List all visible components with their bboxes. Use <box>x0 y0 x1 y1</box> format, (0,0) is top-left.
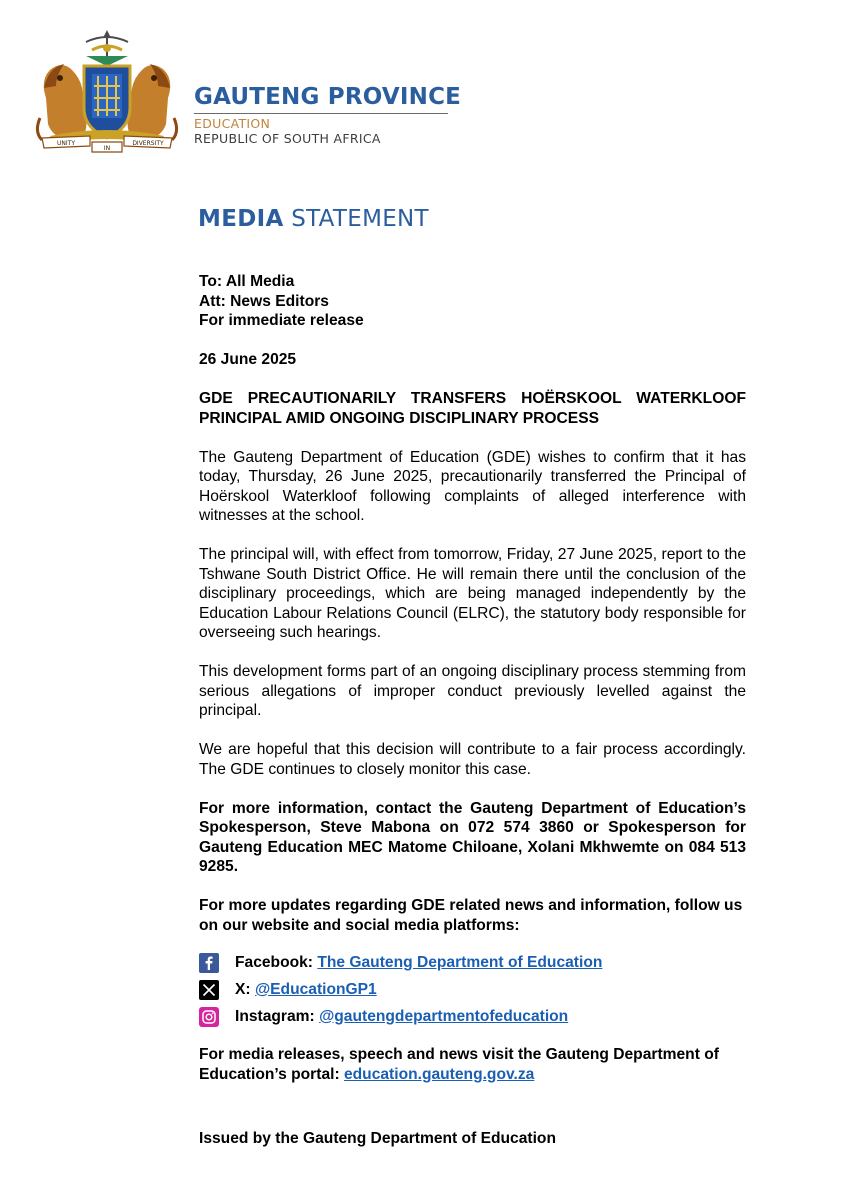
coat-of-arms-logo <box>26 28 188 158</box>
crest-motto-2: IN <box>103 145 111 152</box>
facebook-link[interactable]: The Gauteng Department of Education <box>317 953 603 971</box>
org-department: EDUCATION <box>194 116 271 131</box>
body-paragraph-2: The principal will, with effect from tomorrow, Friday, 27 June 2025, report to the Tshwane South District Office. He will remain there until the conclusion of the disciplinary proceedings, which are being managed independently by the Education Labour Relations Council (ELRC), the statutory body responsible for overseeing such hearings. <box>199 546 746 641</box>
x-label: X: <box>235 980 251 998</box>
instagram-link[interactable]: @gautengdepartmentofeducation <box>319 1007 569 1025</box>
instagram-label: Instagram: <box>235 1007 315 1025</box>
org-name: GAUTENG PROVINCE <box>194 84 462 110</box>
contact-info: For more information, contact the Gauteng Department of Education’s Spokesperson, Steve Mabona on 072 574 3860 or Spokesperson for Gauteng Education MEC Matome Chiloane, Xolani Mkhwemte on 084 513 9285. <box>199 799 746 875</box>
crest-motto-3: DIVERSITY <box>132 140 164 147</box>
facebook-label: Facebook: <box>235 953 313 971</box>
social-facebook <box>199 949 746 976</box>
instagram-icon <box>199 1007 219 1027</box>
social-instagram <box>199 1003 746 1030</box>
address-release: For immediate release <box>199 312 364 329</box>
body-paragraph-4: We are hopeful that this decision will contribute to a fair process accordingly. The GDE continues to closely monitor this case. <box>199 741 746 778</box>
org-divider <box>194 113 448 114</box>
crest-motto-1: UNITY <box>57 140 75 147</box>
organization-block <box>194 84 461 147</box>
address-att: Att: News Editors <box>199 292 329 310</box>
follow-intro: For more updates regarding GDE related news and information, follow us on our website and social media platforms: <box>199 897 743 934</box>
address-to: To: All Media <box>199 273 295 290</box>
statement-date: 26 June 2025 <box>199 351 297 368</box>
social-links <box>199 949 746 1030</box>
portal-info <box>199 1045 746 1085</box>
portal-link[interactable]: education.gauteng.gov.za <box>343 1066 535 1083</box>
x-link[interactable]: @EducationGP1 <box>254 980 377 998</box>
org-country: REPUBLIC OF SOUTH AFRICA <box>194 131 381 146</box>
issued-by: Issued by the Gauteng Department of Education <box>199 1130 556 1147</box>
x-icon <box>199 980 219 1000</box>
social-x <box>199 976 746 1003</box>
doc-type-regular: STATEMENT <box>291 206 429 232</box>
facebook-icon <box>199 953 219 973</box>
portal-text: For media releases, speech and news visit the Gauteng Department of Education’s portal: <box>199 1046 719 1083</box>
body-paragraph-1: The Gauteng Department of Education (GDE) wishes to confirm that it has today, Thursday, 26 June 2025, precautionarily transferred the Principal of Hoërskool Waterkloof following complaints of alleged interference with witnesses at the school. <box>199 448 746 524</box>
document-type-heading <box>198 206 429 232</box>
body-paragraph-3: This development forms part of an ongoing disciplinary process stemming from serious allegations of improper conduct previously levelled against the principal. <box>199 663 746 719</box>
statement-body <box>199 272 746 1149</box>
headline: GDE PRECAUTIONARILY TRANSFERS HOËRSKOOL WATERKLOOF PRINCIPAL AMID ONGOING DISCIPLINARY PROCESS <box>199 390 746 427</box>
doc-type-bold: MEDIA <box>198 206 284 232</box>
